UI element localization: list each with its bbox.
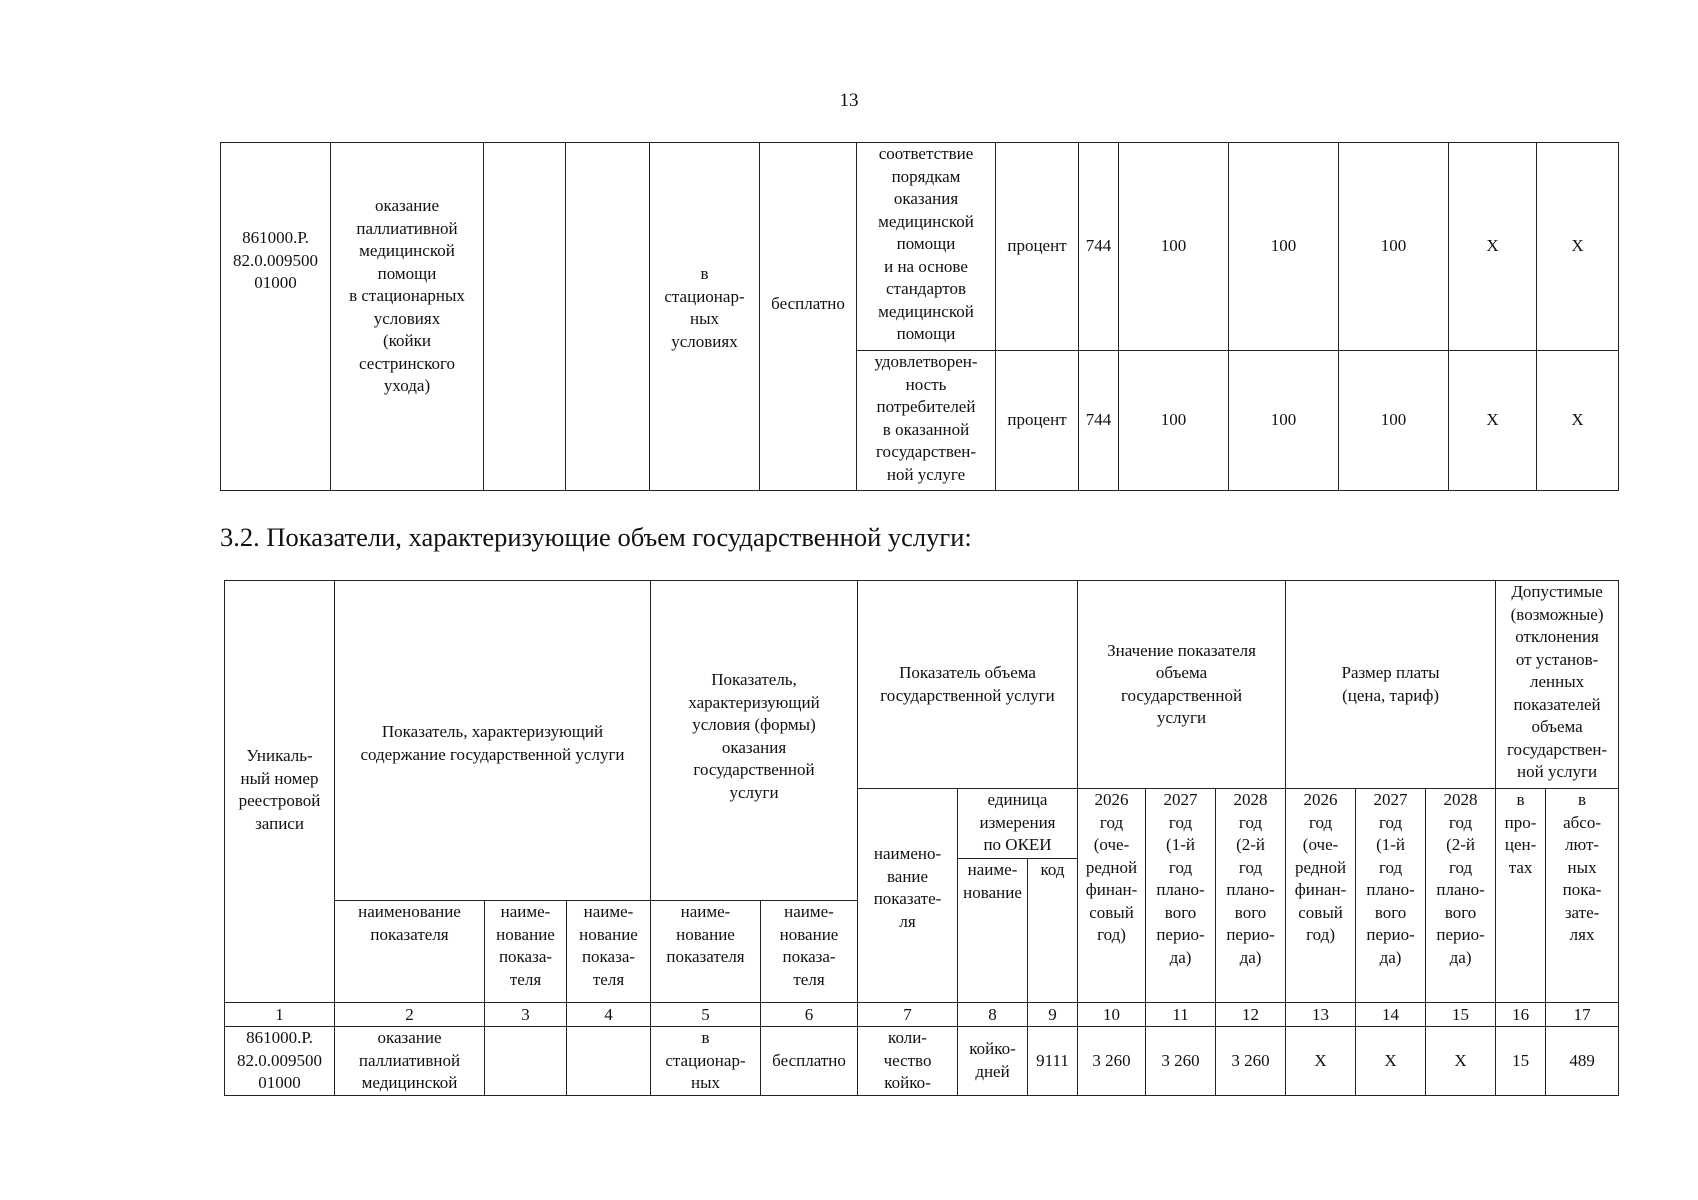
value-2028-cell xyxy=(1339,143,1449,351)
record-id-header xyxy=(225,581,335,1003)
year-2026-header-text: 2026 год (оче- редной финан- совый год) xyxy=(1085,790,1138,944)
deviation-percent-cell xyxy=(1496,1027,1546,1096)
deviation-absolute-cell xyxy=(1537,351,1619,491)
value-2028-cell xyxy=(1339,351,1449,491)
value-2028: 3 260 xyxy=(1231,1050,1270,1070)
column-number: 10 xyxy=(1078,1003,1146,1027)
unit-cell xyxy=(996,143,1079,351)
volume-name-header xyxy=(858,789,958,1003)
service-name: оказание паллиативной медицинской помощи в стационарных условиях (койки сестринского ухода) xyxy=(349,196,465,395)
fee-year-2027-header xyxy=(1356,789,1426,1003)
fee-2027: X xyxy=(1384,1050,1397,1070)
deviation-percent: X xyxy=(1486,236,1499,256)
fee-2027-cell xyxy=(1356,1027,1426,1096)
column-number: 13 xyxy=(1286,1003,1356,1027)
quality-indicator-cell xyxy=(857,351,996,491)
indicator-name-header xyxy=(485,901,567,1003)
unit-code: 744 xyxy=(1085,410,1112,430)
fee-year-2028-header-text: 2028 год (2-й год плано- вого перио- да) xyxy=(1436,790,1485,967)
empty-cell xyxy=(484,143,566,491)
value-2027: 100 xyxy=(1270,410,1297,430)
payment-text: бесплатно xyxy=(772,1050,846,1070)
unit-okei-header-text: единица измерения по ОКЕИ xyxy=(979,790,1056,854)
unit-code: 744 xyxy=(1085,236,1112,256)
column-number: 1 xyxy=(225,1003,335,1027)
payment-cell xyxy=(761,1027,858,1096)
value-2026-cell xyxy=(1119,143,1229,351)
deviation-absolute-cell xyxy=(1537,143,1619,351)
unit-cell xyxy=(996,351,1079,491)
fee-2026-cell xyxy=(1286,1027,1356,1096)
condition-text: в стационар- ных условиях xyxy=(664,264,745,351)
record-id: 861000.Р. 82.0.009500 01000 xyxy=(233,228,318,292)
column-number-row xyxy=(225,1003,1619,1027)
column-number: 12 xyxy=(1216,1003,1286,1027)
volume-indicator-header xyxy=(858,581,1078,789)
unit-code-cell xyxy=(1079,143,1119,351)
fee-year-2028-header xyxy=(1426,789,1496,1003)
volume-name-header-text: наимено- вание показате- ля xyxy=(873,844,942,931)
value-2026: 100 xyxy=(1160,236,1187,256)
volume-value-header-text: Значение показателя объема государственной услуги xyxy=(1107,640,1256,727)
indicator-name-header-text: наименование показателя xyxy=(358,902,461,944)
service-name-cell xyxy=(335,1027,485,1096)
empty-cell xyxy=(567,1027,651,1096)
column-number: 5 xyxy=(651,1003,761,1027)
unit-name-cell xyxy=(958,1027,1028,1096)
value-2028-cell xyxy=(1216,1027,1286,1096)
year-2028-header xyxy=(1216,789,1286,1003)
year-2027-header xyxy=(1146,789,1216,1003)
quality-indicators-table xyxy=(220,142,1619,491)
empty-cell xyxy=(566,143,650,491)
deviation-absolute-cell xyxy=(1546,1027,1619,1096)
fee-year-2027-header-text: 2027 год (1-й год плано- вого перио- да) xyxy=(1366,790,1415,967)
condition-cell xyxy=(651,1027,761,1096)
column-number: 2 xyxy=(335,1003,485,1027)
column-number: 11 xyxy=(1146,1003,1216,1027)
column-number: 16 xyxy=(1496,1003,1546,1027)
fee-2028: X xyxy=(1454,1050,1467,1070)
service-name: оказание паллиативной медицинской xyxy=(358,1028,461,1092)
unit-name-header-text: наиме- нование xyxy=(963,860,1022,902)
fee-2026: X xyxy=(1314,1050,1327,1070)
table-row xyxy=(221,143,1619,351)
column-number: 9 xyxy=(1028,1003,1078,1027)
volume-indicator-header-text: Показатель объема государственной услуги xyxy=(880,663,1055,705)
payment-text: бесплатно xyxy=(771,294,845,313)
service-name-cell xyxy=(331,143,484,491)
table-row xyxy=(225,1027,1619,1096)
payment-cell xyxy=(760,143,857,491)
quality-indicator-name: удовлетворен- ность потребителей в оказанной государствен- ной услуге xyxy=(874,352,978,484)
unit-name: койко- дней xyxy=(969,1039,1016,1081)
empty-cell xyxy=(485,1027,567,1096)
unit-name: процент xyxy=(1007,236,1067,256)
deviation-percent: X xyxy=(1486,410,1499,430)
fee-2028-cell xyxy=(1426,1027,1496,1096)
deviation-header xyxy=(1496,581,1619,789)
unit-okei-header xyxy=(958,789,1078,859)
condition-cell xyxy=(650,143,760,491)
deviation-percent-header-text: в про- цен- тах xyxy=(1504,790,1537,877)
unit-code-header-text: код xyxy=(1040,860,1065,879)
indicator-name-header xyxy=(335,901,485,1003)
section-heading: 3.2. Показатели, характеризующие объем государственной услуги: xyxy=(220,522,972,552)
deviation-percent-cell xyxy=(1449,351,1537,491)
deviation-percent: 15 xyxy=(1512,1050,1530,1070)
fee-header-text: Размер платы (цена, тариф) xyxy=(1341,663,1440,705)
deviation-percent-cell xyxy=(1449,143,1537,351)
volume-value-header xyxy=(1078,581,1286,789)
year-2026-header xyxy=(1078,789,1146,1003)
record-id-header-text: Уникаль- ный номер реестровой записи xyxy=(238,746,321,833)
indicator-name-header-text: наиме- нование показа- теля xyxy=(496,902,555,989)
column-number: 17 xyxy=(1546,1003,1619,1027)
indicator-name-header-text: наиме- нование показа- теля xyxy=(579,902,638,989)
value-2028: 100 xyxy=(1380,410,1407,430)
column-number: 7 xyxy=(858,1003,958,1027)
volume-indicators-table xyxy=(224,580,1619,1096)
value-2026: 3 260 xyxy=(1092,1050,1131,1070)
column-number: 6 xyxy=(761,1003,858,1027)
value-2027-cell xyxy=(1229,351,1339,491)
year-2028-header-text: 2028 год (2-й год плано- вого перио- да) xyxy=(1226,790,1275,967)
value-2027-cell xyxy=(1146,1027,1216,1096)
indicator-name-header xyxy=(567,901,651,1003)
unit-code-header xyxy=(1028,859,1078,1003)
fee-year-2026-header xyxy=(1286,789,1356,1003)
record-id-cell xyxy=(225,1027,335,1096)
column-number: 15 xyxy=(1426,1003,1496,1027)
conditions-indicator-header xyxy=(651,581,858,901)
unit-code-cell xyxy=(1079,351,1119,491)
content-indicator-header xyxy=(335,581,651,901)
column-number: 8 xyxy=(958,1003,1028,1027)
year-2027-header-text: 2027 год (1-й год плано- вого перио- да) xyxy=(1156,790,1205,967)
value-2027: 3 260 xyxy=(1161,1050,1200,1070)
unit-name-header xyxy=(958,859,1028,1003)
indicator-name-header xyxy=(761,901,858,1003)
indicator-name-header-text: наиме- нование показа- теля xyxy=(779,902,839,989)
value-2027-cell xyxy=(1229,143,1339,351)
deviation-absolute-header xyxy=(1546,789,1619,1003)
header-row xyxy=(225,581,1619,789)
deviation-absolute: 489 xyxy=(1569,1050,1595,1070)
value-2028: 100 xyxy=(1380,236,1407,256)
deviation-percent-header xyxy=(1496,789,1546,1003)
fee-header xyxy=(1286,581,1496,789)
column-number: 3 xyxy=(485,1003,567,1027)
quality-indicator-cell xyxy=(857,143,996,351)
unit-code-cell xyxy=(1028,1027,1078,1096)
column-number: 4 xyxy=(567,1003,651,1027)
volume-name: коли- чество койко- xyxy=(883,1028,932,1092)
value-2026: 100 xyxy=(1160,410,1187,430)
deviation-absolute: X xyxy=(1571,410,1584,430)
value-2027: 100 xyxy=(1270,236,1297,256)
deviation-absolute: X xyxy=(1571,236,1584,256)
record-id: 861000.Р. 82.0.009500 01000 xyxy=(237,1028,322,1092)
quality-indicator-name: соответствие порядкам оказания медицинской помощи и на основе стандартов медицинской помощи xyxy=(878,144,974,343)
deviation-header-text: Допустимые (возможные) отклонения от установ- ленных показателей объема государствен- ной услуги xyxy=(1507,582,1608,781)
content-indicator-header-text: Показатель, характеризующий содержание государственной услуги xyxy=(360,722,625,764)
unit-code: 9111 xyxy=(1036,1050,1069,1070)
volume-name-cell xyxy=(858,1027,958,1096)
condition-text: в стационар- ных xyxy=(665,1028,746,1092)
fee-year-2026-header-text: 2026 год (оче- редной финан- совый год) xyxy=(1294,790,1347,944)
indicator-name-header-text: наиме- нование показателя xyxy=(666,902,745,966)
column-number: 14 xyxy=(1356,1003,1426,1027)
indicator-name-header xyxy=(651,901,761,1003)
value-2026-cell xyxy=(1119,351,1229,491)
deviation-absolute-header-text: в абсо- лют- ных пока- зате- лях xyxy=(1562,790,1602,944)
unit-name: процент xyxy=(1007,410,1067,430)
value-2026-cell xyxy=(1078,1027,1146,1096)
record-id-cell xyxy=(221,143,331,491)
conditions-indicator-header-text: Показатель, характеризующий условия (формы) оказания государственной услуги xyxy=(688,670,820,802)
page-number: 13 xyxy=(839,90,859,111)
